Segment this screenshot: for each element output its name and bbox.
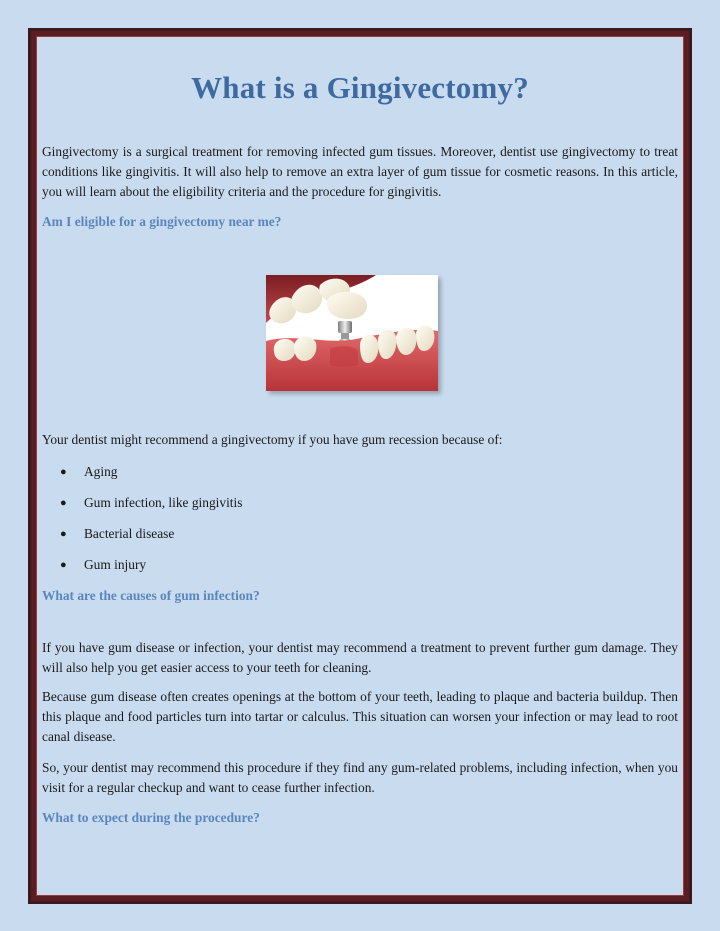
list-item: ● Gum infection, like gingivitis	[60, 493, 242, 524]
bullet-icon: ●	[60, 528, 67, 540]
causes-list	[60, 462, 242, 586]
bullet-icon: ●	[60, 466, 67, 478]
document-body	[42, 70, 678, 825]
dental-implant-image	[266, 275, 438, 391]
list-item: ● Gum injury	[60, 555, 242, 586]
bullet-icon: ●	[60, 559, 67, 571]
recession-intro: Your dentist might recommend a gingivectomy if you have gum recession because of:	[42, 432, 503, 447]
list-item: ● Bacterial disease	[60, 524, 242, 555]
heading-eligibility: Am I eligible for a gingivectomy near me?	[42, 214, 282, 229]
dental-implant-illustration-icon	[266, 275, 438, 391]
intro-paragraph: Gingivectomy is a surgical treatment for removing infected gum tissues. Moreover, dentist use gingivectomy to treat conditions like gingivitis. It will also help to remove an extra layer of gum tissue for cosmetic reasons. In this article, you will learn about the eligibility criteria and the procedure for gingivitis.	[42, 144, 678, 199]
paragraph-openings: Because gum disease often creates openings at the bottom of your teeth, leading to plaque and bacteria buildup. Then this plaque and food particles turn into tartar or calculus. This situation can worsen your infection or may lead to root canal disease.	[42, 689, 678, 744]
paragraph-disease: If you have gum disease or infection, your dentist may recommend a treatment to prevent further gum damage. They will also help you get easier access to your teeth for cleaning.	[42, 640, 678, 675]
paragraph-checkup: So, your dentist may recommend this procedure if they find any gum-related problems, including infection, when you visit for a regular checkup and want to cease further infection.	[42, 760, 678, 795]
heading-causes: What are the causes of gum infection?	[42, 588, 260, 603]
page-title: What is a Gingivectomy?	[191, 70, 529, 105]
heading-expect: What to expect during the procedure?	[42, 810, 260, 825]
bullet-icon: ●	[60, 497, 67, 509]
list-item: ● Aging	[60, 462, 242, 493]
